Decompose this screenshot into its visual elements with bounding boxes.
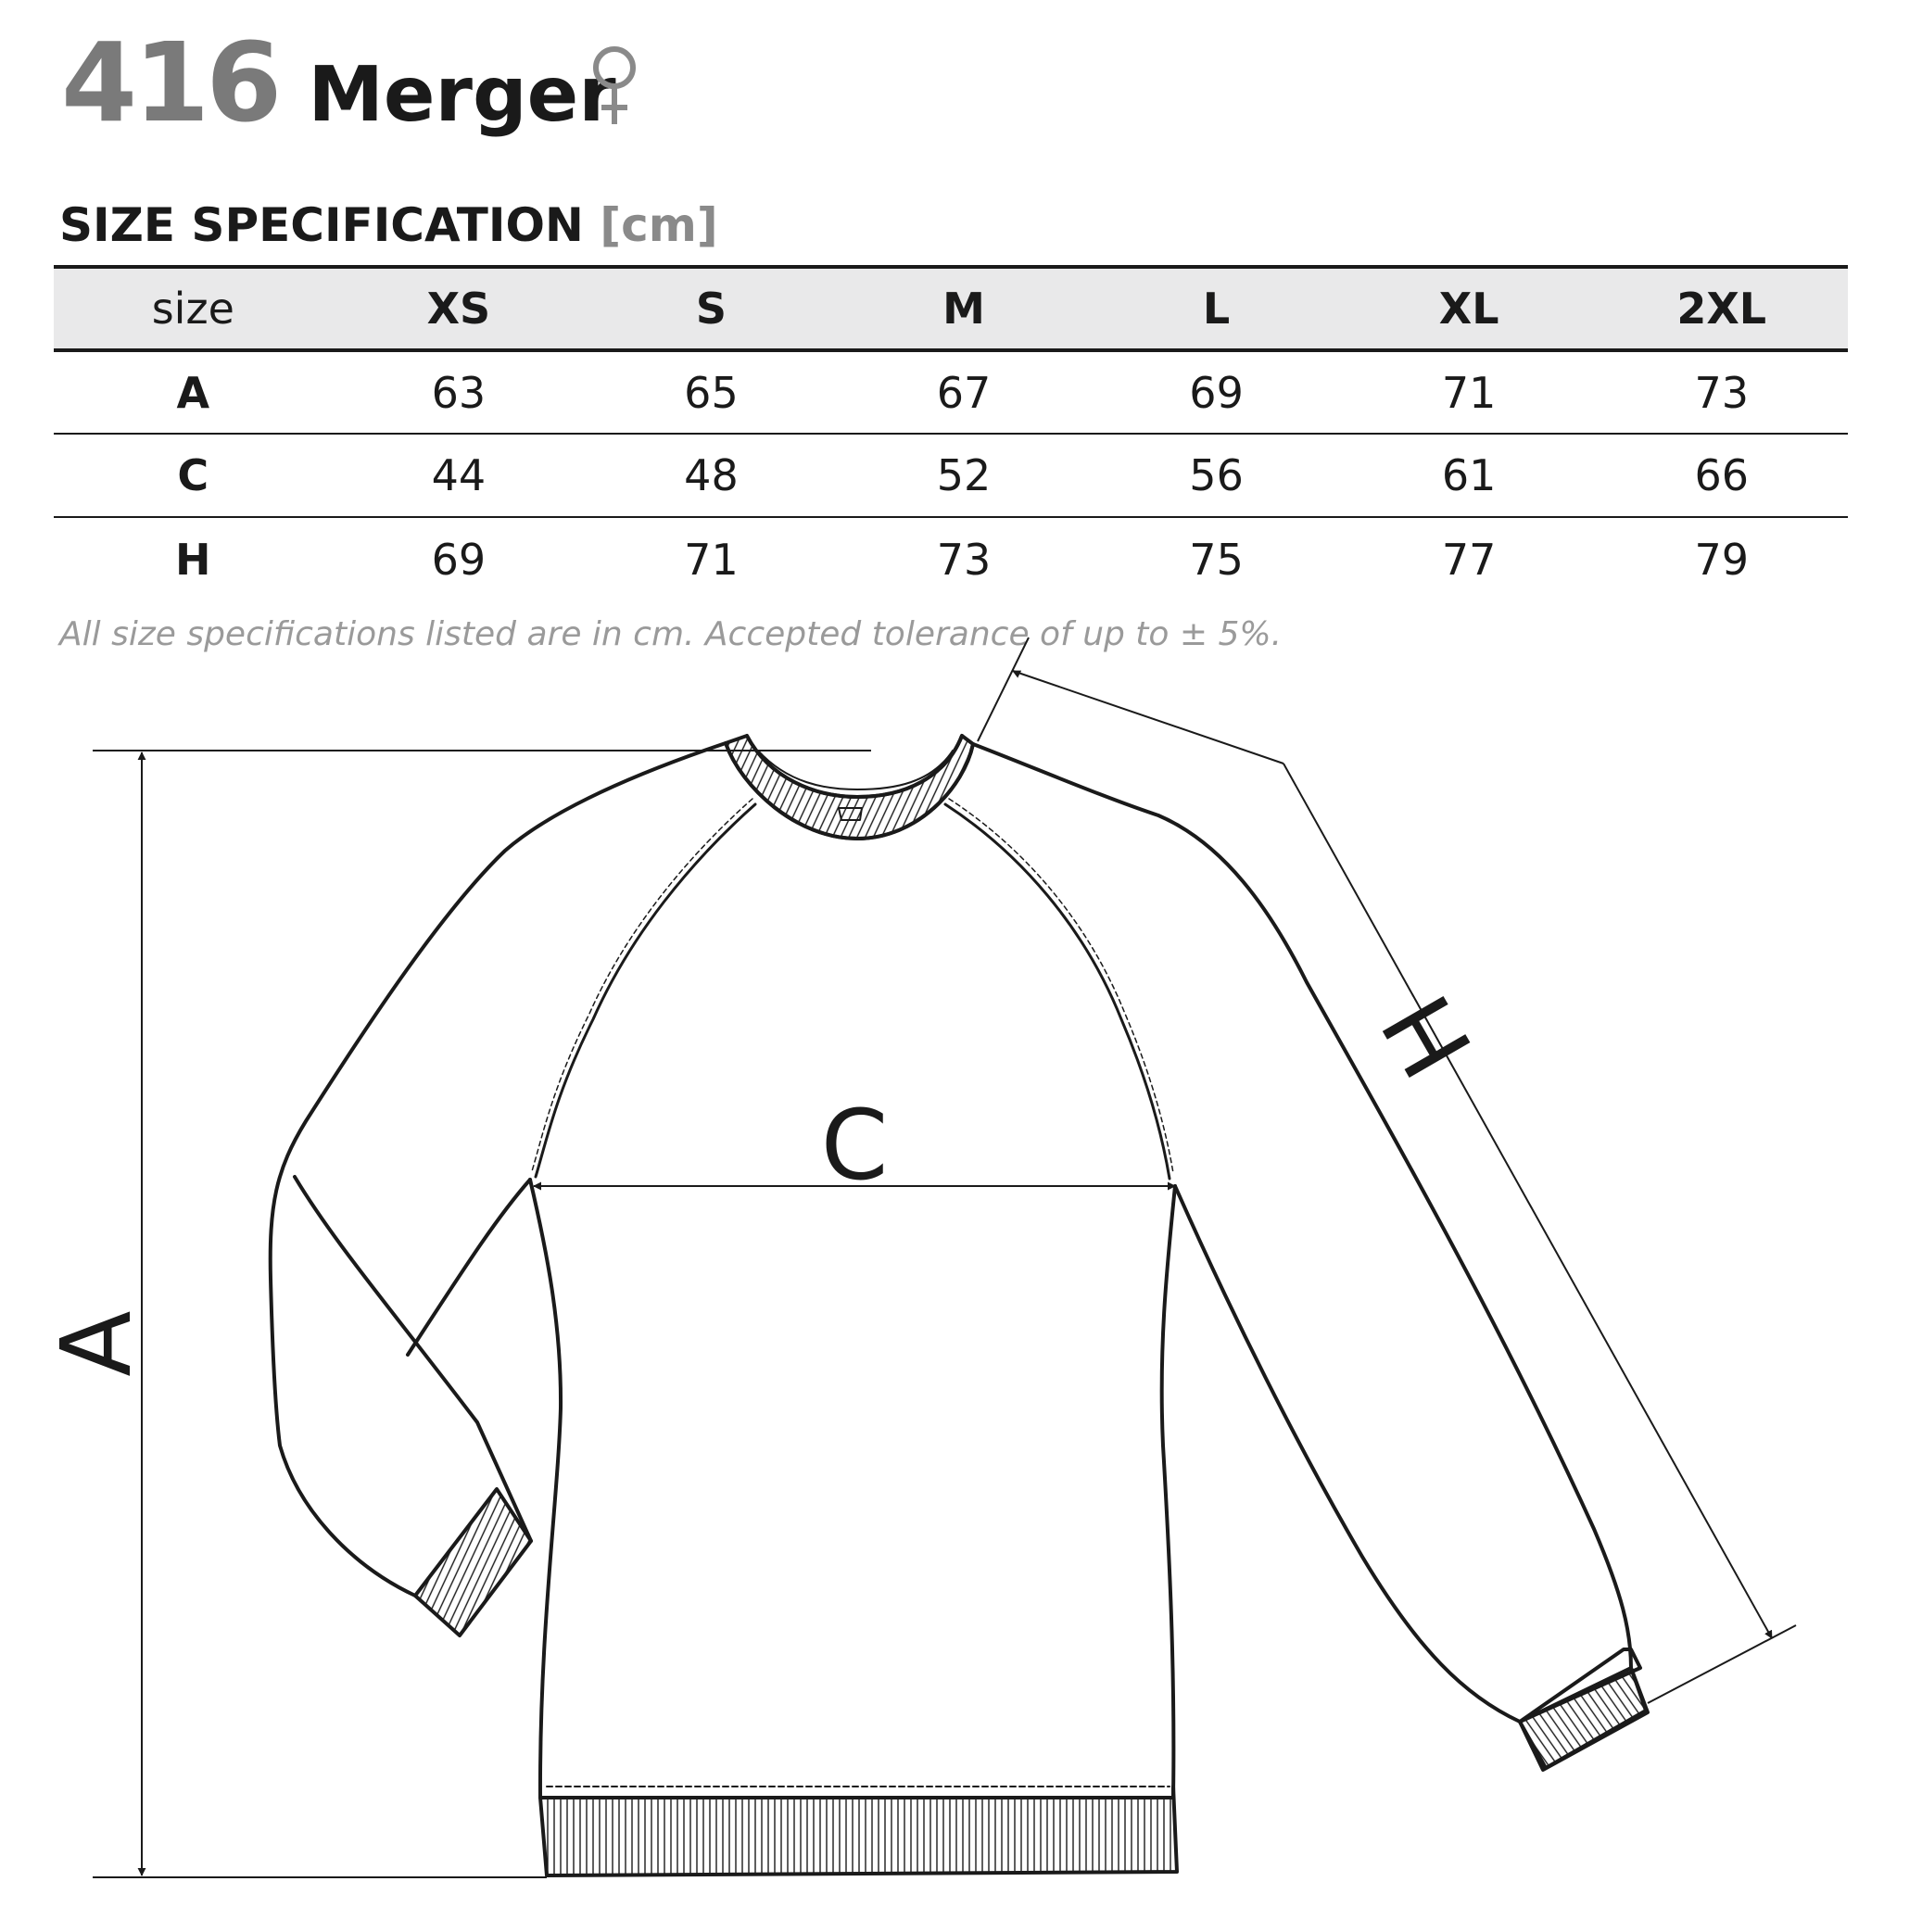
table-cell: 67 xyxy=(838,350,1091,434)
table-cell: 71 xyxy=(1343,350,1596,434)
dimension-h xyxy=(978,638,1796,1703)
row-label: C xyxy=(54,434,333,517)
table-cell: 69 xyxy=(431,534,487,585)
row-label: A xyxy=(54,350,333,434)
column-header: size xyxy=(54,267,333,350)
table-cell: 75 xyxy=(1189,534,1244,585)
model-name: Merger xyxy=(308,51,616,139)
dimension-c-label: C xyxy=(820,1089,889,1202)
section-title-text: SIZE SPECIFICATION xyxy=(59,198,584,252)
table-cell: 69 xyxy=(1090,350,1343,434)
section-unit: [cm] xyxy=(600,198,718,252)
column-header: 2XL xyxy=(1595,267,1848,350)
table-cell: 48 xyxy=(585,434,838,517)
dimension-a-label: A xyxy=(40,1310,153,1377)
table-cell: 61 xyxy=(1343,434,1596,517)
dimension-a xyxy=(93,751,871,1877)
table-cell: 52 xyxy=(838,434,1091,517)
column-header: S xyxy=(585,267,838,350)
table-cell: 73 xyxy=(1595,350,1848,434)
sweatshirt-outline xyxy=(271,736,1648,1875)
dimension-h-label: H xyxy=(1360,976,1496,1096)
table-cell: 44 xyxy=(333,434,586,517)
table-cell: 66 xyxy=(1595,434,1848,517)
table-cell: 73 xyxy=(936,534,992,585)
table-cell: 77 xyxy=(1441,534,1497,585)
table-cell: 79 xyxy=(1694,534,1749,585)
column-header: XS xyxy=(333,267,586,350)
table-cell: 56 xyxy=(1090,434,1343,517)
tolerance-note: All size specifications listed are in cm. Accepted tolerance of up to ± 5%. xyxy=(59,615,1283,653)
row-label: H xyxy=(175,534,211,585)
column-header: XL xyxy=(1343,267,1596,350)
table-cell: 65 xyxy=(585,350,838,434)
model-number: 416 xyxy=(61,19,279,146)
column-header: M xyxy=(838,267,1091,350)
column-header: L xyxy=(1090,267,1343,350)
table-cell: 71 xyxy=(684,534,739,585)
table-cell: 63 xyxy=(333,350,586,434)
